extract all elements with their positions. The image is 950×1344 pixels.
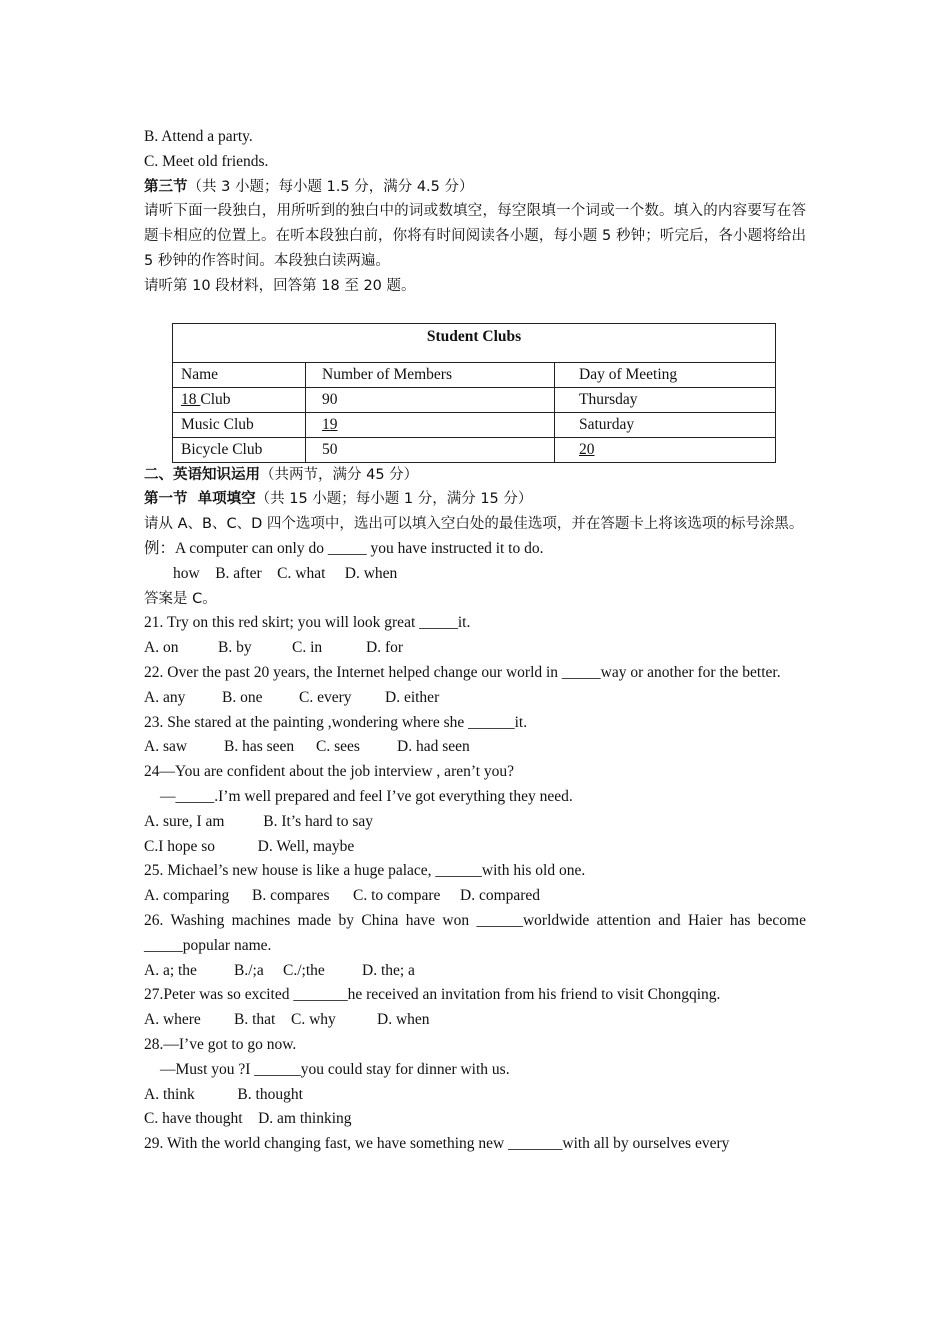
- table-cell: 90: [306, 387, 555, 412]
- question-27: 27.Peter was so excited _______he received an invitation from his friend to visit Chongqing.: [144, 986, 721, 1004]
- choices-24: A. sure, I am B. It’s hard to say: [144, 812, 374, 830]
- table-header: Day of Meeting: [555, 362, 776, 387]
- question-25: 25. Michael’s new house is like a huge palace, ______with his old one.: [144, 862, 586, 880]
- sec1-heading: [144, 487, 806, 512]
- section-note: （共 15 小题；每小题 1 分，满分 15 分）: [255, 491, 533, 508]
- choice: C. in: [292, 639, 323, 657]
- choice: C. to compare: [353, 887, 441, 905]
- choice: D. when: [377, 1011, 430, 1029]
- choice: B./;a: [234, 961, 264, 979]
- question-26: 26. Washing machines made by China have won ______worldwide attention and Haier has become _____popular name.: [144, 911, 806, 954]
- choice: D. compared: [460, 887, 541, 905]
- choice: B. that: [234, 1011, 276, 1029]
- table-cell: 50: [306, 437, 555, 462]
- choices-27: [144, 1008, 806, 1033]
- part2-instructions: 请从 A、B、C、D 四个选项中，选出可以填入空白处的最佳选项，并在答题卡上将该选项的标号涂黑。: [144, 516, 804, 533]
- choices-28: A. think B. thought: [144, 1085, 303, 1103]
- choice: C./;the: [283, 961, 325, 979]
- question-24-reply: —_____.I’m well prepared and feel I’ve got everything they need.: [160, 787, 573, 805]
- table-cell: [306, 412, 555, 437]
- section-title: 第三节: [144, 178, 188, 195]
- table-cell: Bicycle Club: [173, 437, 306, 462]
- table-header-row: [173, 362, 776, 387]
- example-line: 例：A computer can only do _____ you have instructed it to do.: [144, 539, 544, 557]
- choices-25: [144, 884, 806, 909]
- question-23: 23. She stared at the painting ,wondering where she ______it.: [144, 713, 528, 731]
- choice: A. on: [144, 639, 179, 657]
- student-clubs-table: [172, 323, 776, 463]
- choice: A. where: [144, 1011, 201, 1029]
- choice: D. the; a: [362, 961, 415, 979]
- choice: A. any: [144, 688, 186, 706]
- table-header: Number of Members: [306, 362, 555, 387]
- part-title: 二、英语知识运用: [144, 466, 260, 483]
- section3-heading: [144, 175, 806, 200]
- choice: D. either: [385, 688, 440, 706]
- choice: B. one: [222, 688, 263, 706]
- section-title: 第一节 单项填空: [144, 491, 256, 508]
- table-title: Student Clubs: [173, 323, 776, 362]
- choice: D. had seen: [397, 738, 470, 756]
- blank-19: 19: [322, 415, 338, 433]
- choices-23: [144, 735, 806, 760]
- example-answer: 答案是 C。: [144, 590, 217, 607]
- blank-20: 20: [579, 440, 595, 458]
- choices-28: C. have thought D. am thinking: [144, 1110, 352, 1128]
- table-cell: Thursday: [555, 387, 776, 412]
- choice: A. saw: [144, 738, 188, 756]
- table-header: Name: [173, 362, 306, 387]
- table-cell: 18 Club: [173, 387, 306, 412]
- table-row: [173, 437, 776, 462]
- choices-21: [144, 636, 806, 661]
- table-row: [173, 412, 776, 437]
- question-24: 24—You are confident about the job interview , aren’t you?: [144, 763, 515, 781]
- part-note: （共两节，满分 45 分）: [260, 466, 419, 483]
- example-choices: how B. after C. what D. when: [173, 564, 398, 582]
- question-28: 28.—I’ve got to go now.: [144, 1035, 297, 1053]
- question-21: 21. Try on this red skirt; you will look great _____it.: [144, 614, 471, 632]
- table-row: [173, 387, 776, 412]
- section3-prompt: 请听第 10 段材料，回答第 18 至 20 题。: [144, 277, 416, 294]
- section-note: （共 3 小题；每小题 1.5 分，满分 4.5 分）: [187, 178, 474, 195]
- question-22: 22. Over the past 20 years, the Internet helped change our world in _____way or another for the better.: [144, 663, 781, 681]
- table-cell: [555, 437, 776, 462]
- question-28-reply: —Must you ?I ______you could stay for dinner with us.: [160, 1060, 510, 1078]
- section3-instructions: 请听下面一段独白，用所听到的独白中的词或数填空，每空限填一个词或一个数。填入的内容要写在答题卡相应的位置上。在听本段独白前，你将有时间阅读各小题，每小题 5 秒钟；听完后，各小题将给出 5 秒钟的作答时间。本段独白读两遍。: [144, 203, 806, 269]
- choice: D. for: [366, 639, 404, 657]
- table-cell: Saturday: [555, 412, 776, 437]
- blank-18: 18: [181, 390, 201, 408]
- table-cell: Music Club: [173, 412, 306, 437]
- choice: B. has seen: [224, 738, 295, 756]
- choices-22: [144, 686, 806, 711]
- question-29: 29. With the world changing fast, we have something new _______with all by ourselves every: [144, 1135, 730, 1153]
- part2-heading: [144, 463, 806, 488]
- choice: B. compares: [252, 887, 330, 905]
- choice: B. by: [218, 639, 252, 657]
- option-line: C. Meet old friends.: [144, 152, 269, 170]
- option-line: B. Attend a party.: [144, 128, 253, 145]
- choices-26: [144, 959, 806, 984]
- choices-24: C.I hope so D. Well, maybe: [144, 837, 355, 855]
- choice: A. a; the: [144, 961, 197, 979]
- choice: C. why: [291, 1011, 336, 1029]
- choice: C. every: [299, 688, 352, 706]
- choice: C. sees: [316, 738, 360, 756]
- document-page: [144, 125, 806, 1157]
- choice: A. comparing: [144, 887, 230, 905]
